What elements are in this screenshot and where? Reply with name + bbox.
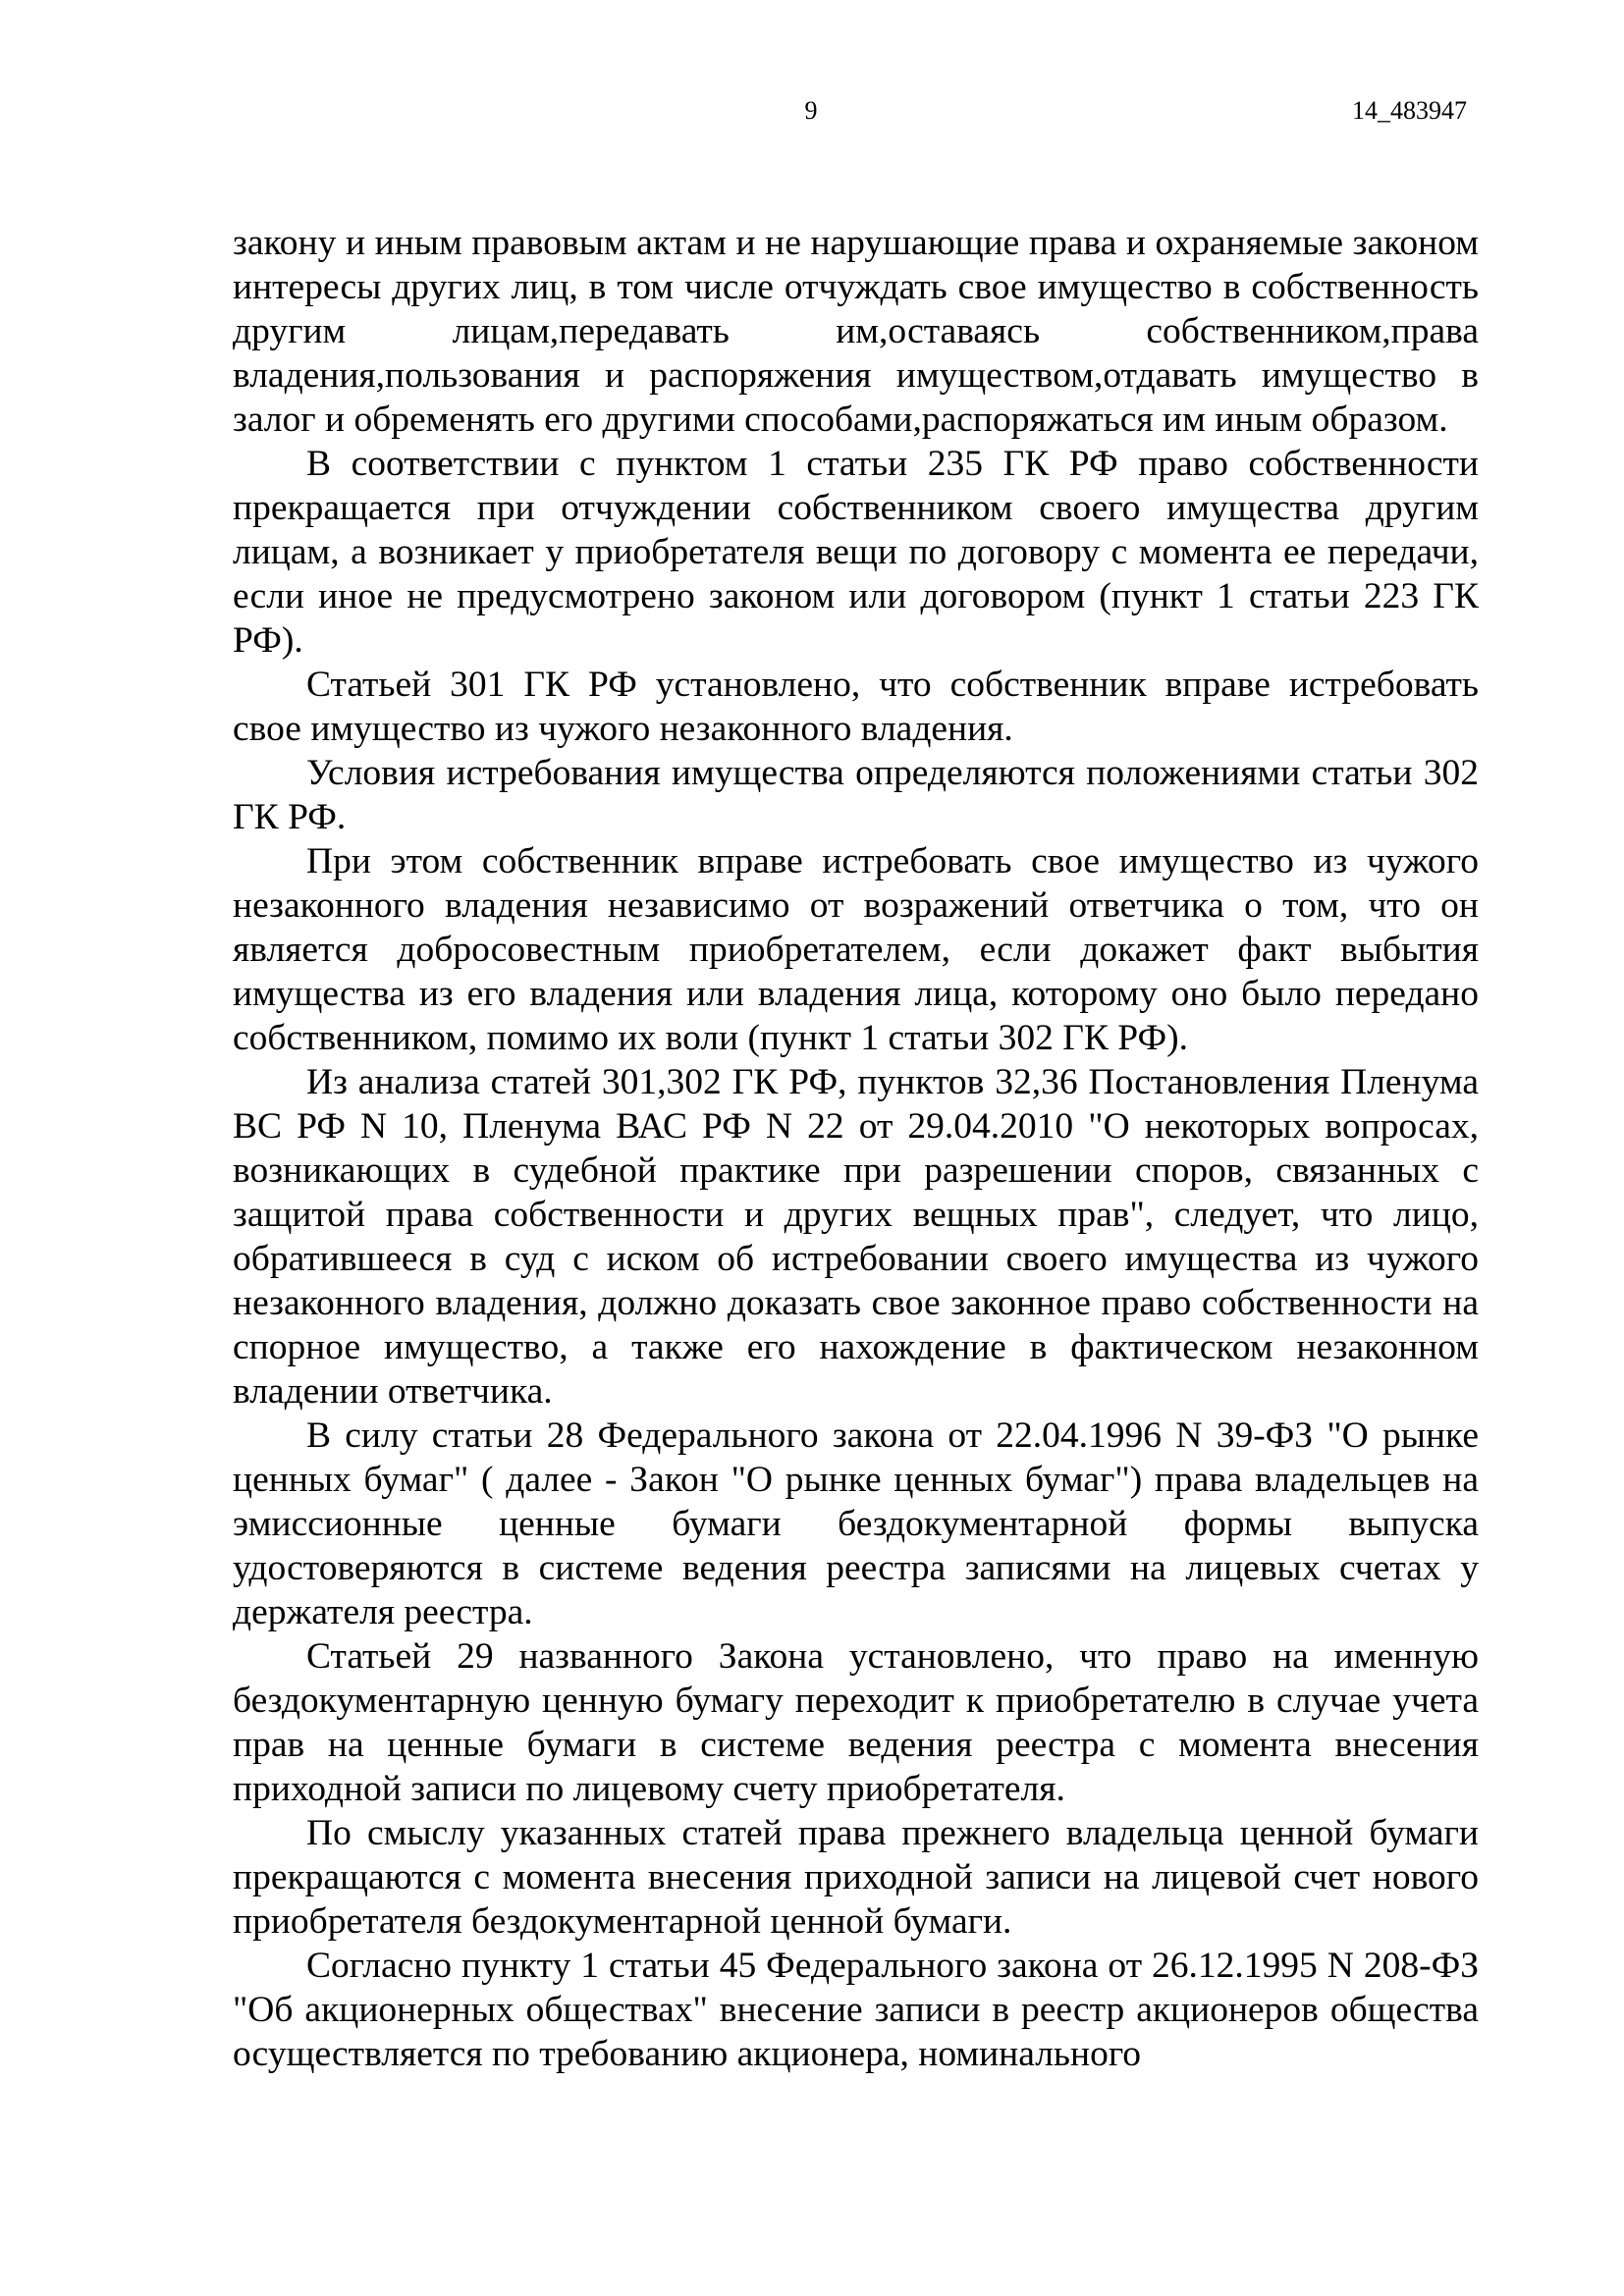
paragraph-previous-owner-rights: По смыслу указанных статей права прежнего владельца ценной бумаги прекращаются с момента внесения приходной записи на лицевой счет нового приобретателя бездокументарной ценной бумаги. — [233, 1813, 1479, 1942]
paragraph-article-301: Статьей 301 ГК РФ установлено, что собственник вправе истребовать свое имущество из чужого незаконного владения. — [233, 665, 1479, 749]
document-body — [233, 221, 1479, 2076]
paragraph-bona-fide-acquirer: При этом собственник вправе истребовать свое имущество из чужого незаконного владения независимо от возражений ответчика о том, что он является добросовестным приобретателем, если докажет факт выбытия имущества из его владения или владения лица, которому оно было передано собственником, помимо их воли (пункт 1 статьи 302 ГК РФ). — [233, 841, 1479, 1058]
paragraph-securities-law-28: В силу статьи 28 Федерального закона от 22.04.1996 N 39-ФЗ "О рынке ценных бумаг" ( далее - Закон "О рынке ценных бумаг") права владельцев на эмиссионные ценные бумаги бездокументарной формы выпуска удостоверяются в системе ведения реестра записями на лицевых счетах у держателя реестра. — [233, 1415, 1479, 1632]
page-header — [0, 96, 1624, 135]
page-number: 9 — [804, 96, 818, 125]
paragraph-securities-law-29: Статьей 29 названного Закона установлено, что право на именную бездокументарную ценную бумагу переходит к приобретателю в случае учета прав на ценные бумаги в системе ведения реестра с момента внесения приходной записи по лицевому счету приобретателя. — [233, 1636, 1479, 1809]
paragraph-joint-stock-law-45: Согласно пункту 1 статьи 45 Федерального закона от 26.12.1995 N 208-ФЗ "Об акционерных обществах" внесение записи в реестр акционеров общества осуществляется по требованию акционера, номинального — [233, 1946, 1479, 2074]
paragraph-article-302-conditions: Условия истребования имущества определяются положениями статьи 302 ГК РФ. — [233, 753, 1479, 837]
paragraph-article-235: В соответствии с пунктом 1 статьи 235 ГК РФ право собственности прекращается при отчуждении собственником своего имущества другим лицам, а возникает у приобретателя вещи по договору с момента ее передачи, если иное не предусмотрено законом или договором (пункт 1 статьи 223 ГК РФ). — [233, 444, 1479, 661]
paragraph-plenum-analysis: Из анализа статей 301,302 ГК РФ, пунктов 32,36 Постановления Пленума ВС РФ N 10, Пленума ВАС РФ N 22 от 29.04.2010 "О некоторых вопросах, возникающих в судебной практике при разрешении споров, связанных с защитой права собственности и других вещных прав", следует, что лицо, обратившееся в суд с иском об истребовании своего имущества из чужого незаконного владения, должно доказать свое законное право собственности на спорное имущество, а также его нахождение в фактическом незаконном владении ответчика. — [233, 1062, 1479, 1412]
document-id: 14_483947 — [1352, 96, 1467, 125]
paragraph-continuation: закону и иным правовым актам и не нарушающие права и охраняемые законом интересы других лиц, в том числе отчуждать свое имущество в собственность другим лицам,передавать им,оставаясь собственником,права владения,пользования и распоряжения имуществом,отдавать имущество в залог и обременять его другими способами,распоряжаться им иным образом. — [233, 223, 1479, 440]
